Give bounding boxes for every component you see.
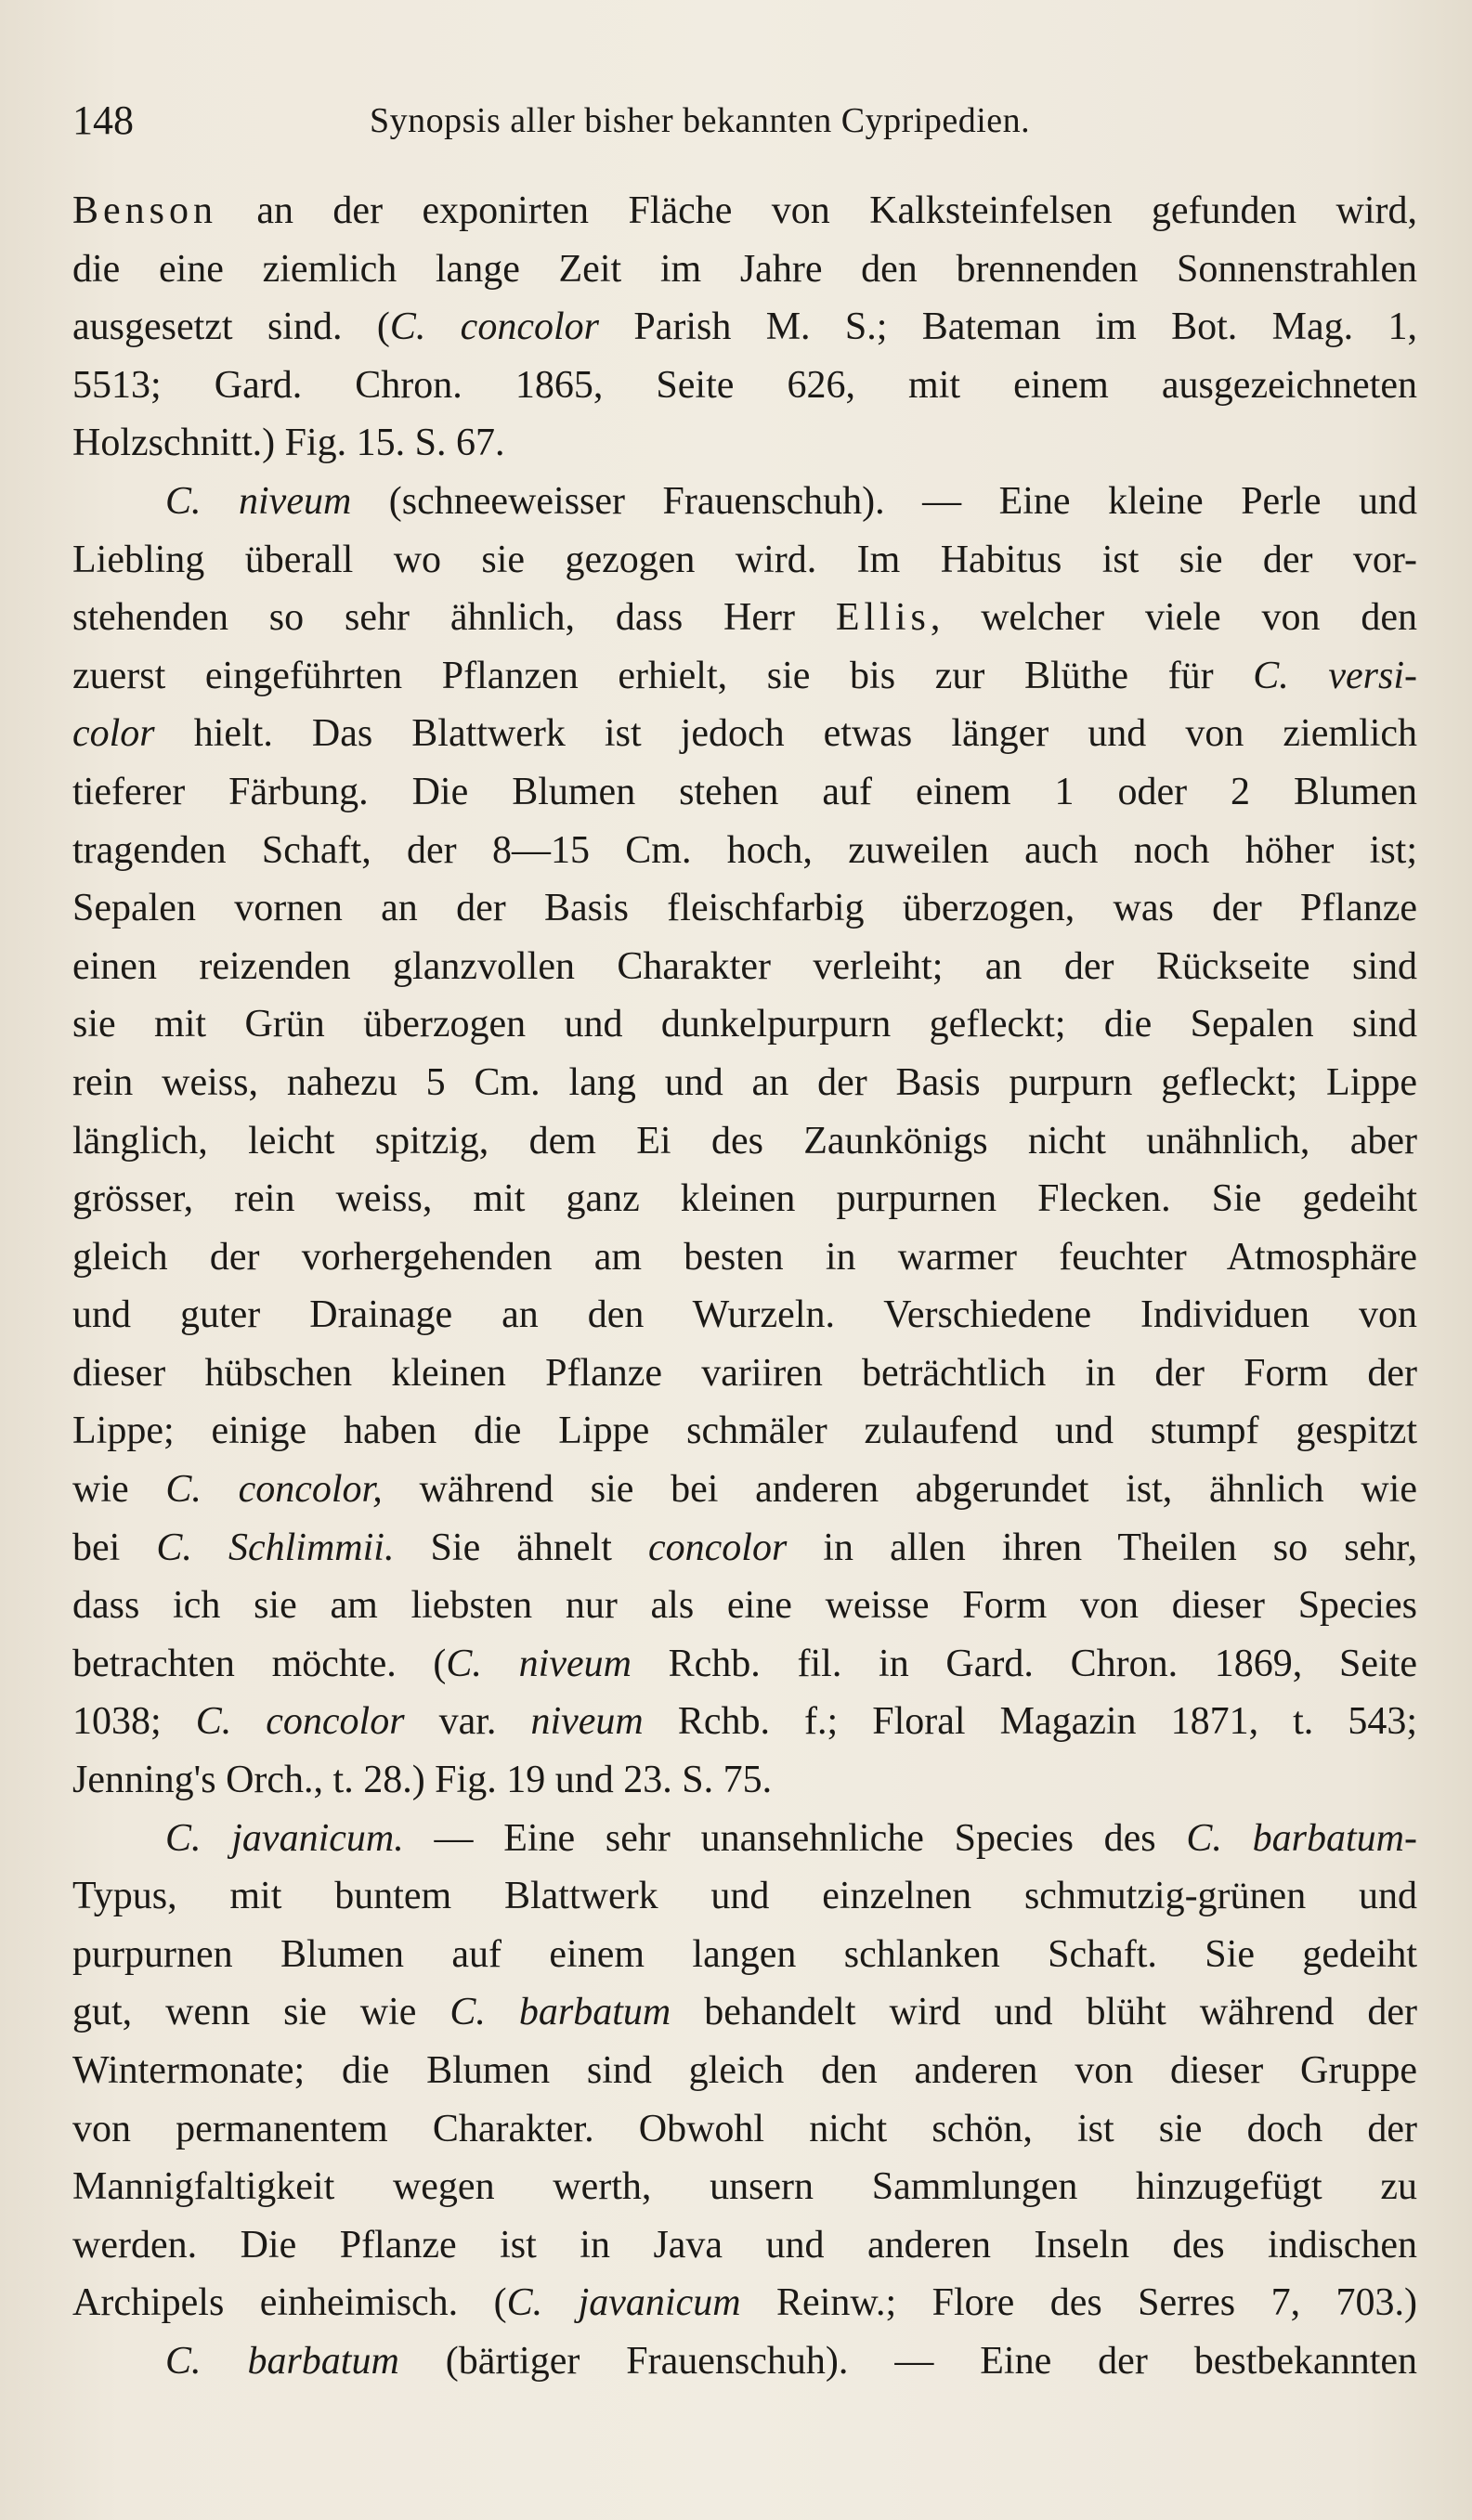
- text-line: [72, 2332, 1417, 2391]
- text-run: während sie bei anderen abgerundet ist, ähnlich wie: [382, 1468, 1417, 1512]
- species-name: C. concolor,: [165, 1468, 383, 1512]
- text-line: [72, 705, 1417, 763]
- text-line: Jenning's Orch., t. 28.) Fig. 19 und 23. S. 75.: [72, 1759, 773, 1802]
- text-line: Liebling überall wo sie gezogen wird. Im Habitus ist sie der vor-: [72, 538, 1417, 581]
- text-line: Sepalen vornen an der Basis fleischfarbig überzogen, was der Pflanze: [72, 887, 1417, 930]
- text-line: [72, 1810, 1417, 1868]
- species-name: color: [72, 712, 155, 756]
- species-name: C. barbatum: [449, 1991, 671, 2034]
- species-name: C. barbatum-: [1186, 1816, 1417, 1860]
- text-run: , welcher viele von den: [930, 596, 1417, 640]
- page-number: 148: [72, 97, 134, 143]
- text-line: purpurnen Blumen auf einem langen schlanken Schaft. Sie gedeiht: [72, 1932, 1417, 1976]
- text-line: [72, 2274, 1417, 2332]
- text-line: Wintermonate; die Blumen sind gleich den anderen von dieser Gruppe: [72, 2049, 1417, 2092]
- text-run: in allen ihren Theilen so sehr,: [787, 1526, 1417, 1569]
- text-run: (bärtiger Frauenschuh). — Eine der bestbekannten: [398, 2339, 1417, 2383]
- text-line: [72, 1983, 1417, 2042]
- text-run: Rchb. fil. in Gard. Chron. 1869, Seite: [631, 1642, 1417, 1685]
- text-line: grösser, rein weiss, mit ganz kleinen purpurnen Flecken. Sie gedeiht: [72, 1177, 1417, 1221]
- text-line: länglich, leicht spitzig, dem Ei des Zaunkönigs nicht unähnlich, aber: [72, 1119, 1417, 1163]
- text-run: gut, wenn sie wie: [72, 1991, 450, 2034]
- text-line: [72, 1693, 1417, 1751]
- text-line: Holzschnitt.) Fig. 15. S. 67.: [72, 422, 505, 465]
- page-header: [72, 93, 1419, 149]
- text-line: und guter Drainage an den Wurzeln. Verschiedene Individuen von: [72, 1293, 1417, 1337]
- text-line: dass ich sie am liebsten nur als eine weisse Form von dieser Species: [72, 1584, 1417, 1628]
- species-name: concolor: [648, 1526, 788, 1569]
- text-line: [72, 1461, 1417, 1519]
- spaced-name: Benson: [72, 189, 217, 232]
- text-line: [72, 1519, 1417, 1578]
- species-name: niveum: [530, 1700, 644, 1744]
- text-line: [72, 182, 1417, 240]
- text-run: var.: [404, 1700, 531, 1744]
- text-run: Parish M. S.; Bateman im Bot. Mag. 1,: [598, 305, 1417, 349]
- text-line: [72, 647, 1417, 706]
- text-run: Reinw.; Flore des Serres 7, 703.): [740, 2281, 1417, 2325]
- text-run: Rchb. f.; Floral Magazin 1871, t. 543;: [643, 1700, 1417, 1744]
- text-run: Sie ähnelt: [394, 1526, 648, 1569]
- species-name: C. barbatum: [165, 2339, 399, 2383]
- spaced-name: Ellis: [835, 596, 931, 640]
- species-name: C. niveum: [165, 479, 352, 523]
- text-line: [72, 589, 1417, 647]
- text-line: werden. Die Pflanze ist in Java und anderen Inseln des indischen: [72, 2223, 1417, 2267]
- text-run: hielt. Das Blattwerk ist jedoch etwas länger und von ziemlich: [154, 712, 1417, 756]
- species-name: C. Schlimmii.: [156, 1526, 395, 1569]
- text-run: ausgesetzt sind. (: [72, 305, 390, 349]
- text-run: bei: [72, 1526, 157, 1569]
- species-name: C. versi-: [1253, 654, 1417, 697]
- text-run: behandelt wird und blüht während der: [671, 1991, 1417, 2034]
- text-run: betrachten möchte. (: [72, 1642, 447, 1685]
- species-name: C. javanicum.: [165, 1816, 404, 1860]
- text-line: rein weiss, nahezu 5 Cm. lang und an der Basis purpurn gefleckt; Lippe: [72, 1060, 1417, 1104]
- text-line: [72, 473, 1417, 531]
- species-name: C. concolor: [195, 1700, 405, 1744]
- body-text: [72, 182, 1417, 2391]
- text-run: Archipels einheimisch. (: [72, 2281, 507, 2325]
- text-run: 1038;: [72, 1700, 196, 1744]
- running-title: Synopsis aller bisher bekannten Cypripedien.: [370, 101, 1031, 140]
- text-line: dieser hübschen kleinen Pflanze variiren beträchtlich in der Form der: [72, 1351, 1417, 1395]
- text-line: sie mit Grün überzogen und dunkelpurpurn gefleckt; die Sepalen sind: [72, 1003, 1417, 1046]
- text-line: [72, 298, 1417, 357]
- text-run: an der exponirten Fläche von Kalksteinfelsen gefunden wird,: [217, 189, 1417, 232]
- text-line: von permanentem Charakter. Obwohl nicht schön, ist sie doch der: [72, 2107, 1417, 2150]
- text-line: Lippe; einige haben die Lippe schmäler zulaufend und stumpf gespitzt: [72, 1409, 1417, 1453]
- text-line: 5513; Gard. Chron. 1865, Seite 626, mit einem ausgezeichneten: [72, 363, 1417, 407]
- text-line: einen reizenden glanzvollen Charakter verleiht; an der Rückseite sind: [72, 944, 1417, 988]
- species-name: C. niveum: [446, 1642, 632, 1685]
- text-run: zuerst eingeführten Pflanzen erhielt, sie bis zur Blüthe für: [72, 654, 1254, 697]
- text-line: tragenden Schaft, der 8—15 Cm. hoch, zuweilen auch noch höher ist;: [72, 828, 1417, 872]
- text-line: tieferer Färbung. Die Blumen stehen auf einem 1 oder 2 Blumen: [72, 770, 1417, 813]
- text-run: — Eine sehr unansehnliche Species des: [403, 1816, 1187, 1860]
- species-name: C. concolor: [389, 305, 599, 349]
- text-run: wie: [72, 1468, 166, 1512]
- text-run: stehenden so sehr ähnlich, dass Herr: [72, 596, 836, 640]
- text-run: (schneeweisser Frauenschuh). — Eine kleine Perle und: [351, 479, 1417, 523]
- text-line: Mannigfaltigkeit wegen werth, unsern Sammlungen hinzugefügt zu: [72, 2165, 1417, 2209]
- text-line: gleich der vorhergehenden am besten in warmer feuchter Atmosphäre: [72, 1235, 1417, 1279]
- text-line: Typus, mit buntem Blattwerk und einzelnen schmutzig-grünen und: [72, 1875, 1417, 1918]
- species-name: C. javanicum: [506, 2281, 741, 2325]
- text-line: [72, 1635, 1417, 1694]
- text-line: die eine ziemlich lange Zeit im Jahre den brennenden Sonnenstrahlen: [72, 247, 1417, 291]
